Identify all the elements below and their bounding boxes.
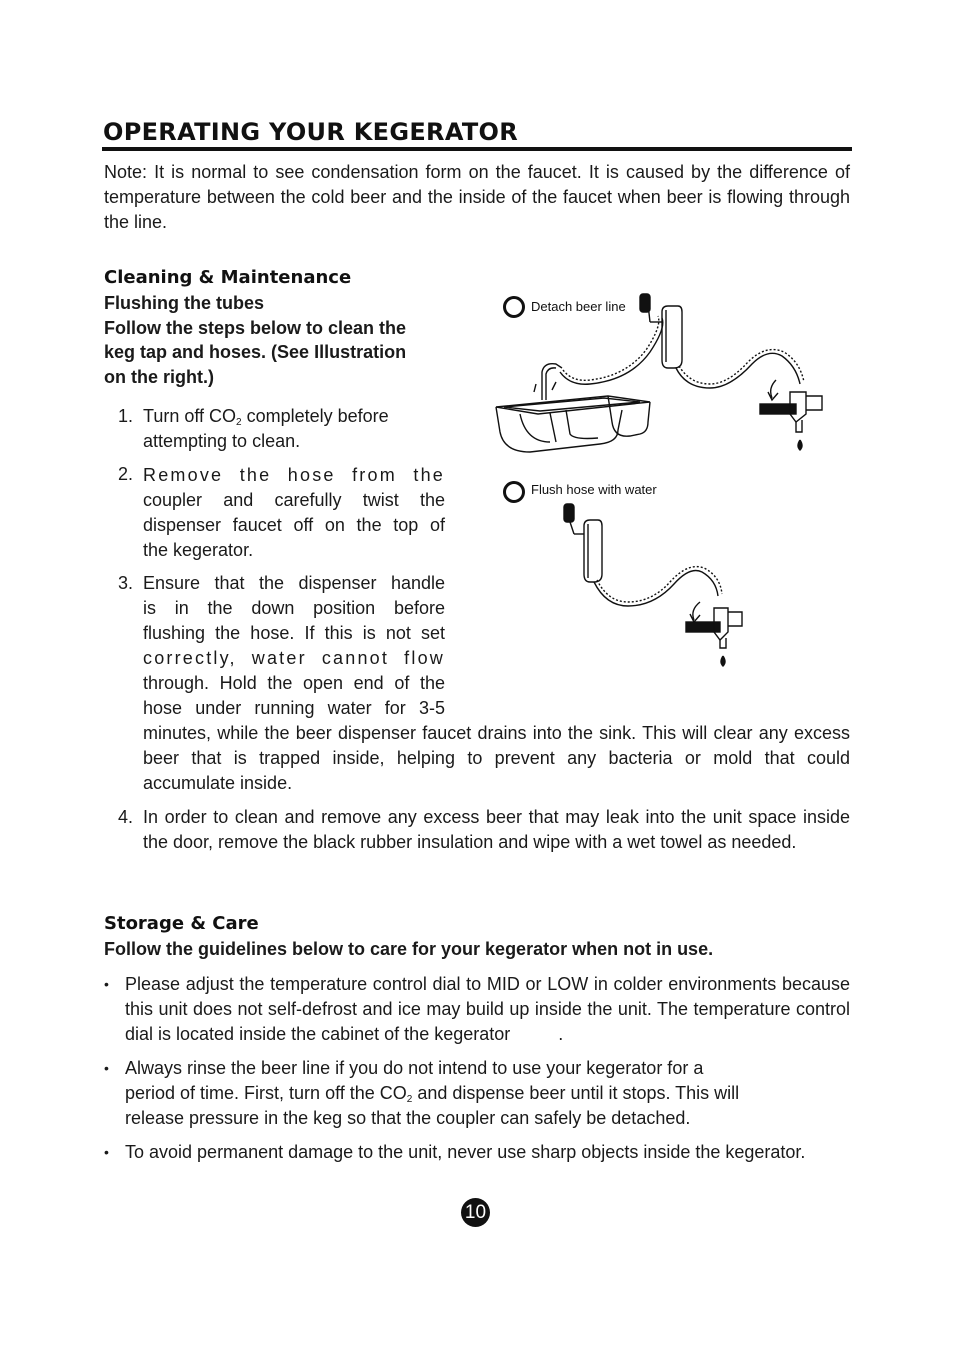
step-3-line-1: Ensure that the dispenser handle (143, 573, 445, 593)
figure-2-label: Flush hose with water (531, 482, 657, 497)
storage-heading: Storage & Care (104, 913, 259, 934)
step-2-line-1: Remove the hose from the (143, 465, 445, 485)
step-2-line-3: dispenser faucet off on the top of (143, 515, 445, 535)
step-1-line-1: Turn off $CO_2$ completely before (143, 406, 389, 428)
step-2-line-2: coupler and carefully twist the (143, 490, 445, 510)
bullet-3-text: To avoid permanent damage to the unit, never use sharp objects inside the kegerator. (125, 1142, 806, 1162)
step-3-line-2: is in the down position before (143, 598, 445, 618)
detach-beer-line-illustration (490, 292, 840, 460)
flush-hose-illustration (550, 498, 750, 670)
step-4-number: 4. (117, 807, 133, 827)
step-4-text: In order to clean and remove any excess beer that may leak into the unit space inside the door, remove the black rubber insulation and wipe with a wet towel as needed. (143, 807, 850, 852)
bullet-2-line-1: Always rinse the beer line if you do not intend to use your kegerator for a (125, 1058, 704, 1078)
cleaning-intro-line-3: on the right.) (104, 367, 214, 387)
figure-2-marker-icon (503, 481, 525, 503)
step-3-line-6: hose under running water for 3-5 (143, 698, 445, 718)
bullet-2-line-2: period of time. First, turn off the $CO_2$ and dispense beer until it stops. This will (125, 1083, 740, 1105)
bullet-2-marker: • (104, 1060, 109, 1076)
step-3-line-4: correctly, water cannot flow (143, 648, 445, 668)
flushing-subheading: Flushing the tubes (104, 293, 264, 313)
condensation-note: Note: It is normal to see condensation form on the faucet. It is caused by the difference of temperature between the cold beer and the inside of the faucet when beer is flowing through the line. (104, 162, 850, 232)
bullet-1-text: Please adjust the temperature control dial to MID or LOW in colder environments because this unit does not self-defrost and ice may build up inside the unit. The temperature control dial is located inside the cabinet of the kegerator . (125, 974, 850, 1044)
page-title: OPERATING YOUR KEGERATOR (103, 118, 519, 146)
step-3-continuation: minutes, while the beer dispenser faucet drains into the sink. This will clear any excess beer that is trapped inside, helping to prevent any bacteria or mold that could accumulate inside. (143, 723, 850, 793)
bullet-3-marker: • (104, 1144, 109, 1160)
step-2-line-4: the kegerator. (143, 540, 254, 560)
bullet-1-marker: • (104, 976, 109, 992)
bullet-2-line-3: release pressure in the keg so that the coupler can safely be detached. (125, 1108, 691, 1128)
title-underline (102, 147, 852, 151)
step-1-number: 1. (117, 406, 133, 426)
step-2-number: 2. (117, 464, 133, 484)
step-3-line-5: through. Hold the open end of the (143, 673, 445, 693)
figure-1-label: Detach beer line (531, 299, 626, 314)
page-number-badge: 10 (461, 1198, 490, 1227)
step-1-line-2: attempting to clean. (143, 431, 301, 451)
cleaning-intro-line-2: keg tap and hoses. (See Illustration (104, 342, 407, 362)
storage-intro: Follow the guidelines below to care for your kegerator when not in use. (104, 939, 714, 959)
step-3-number: 3. (117, 573, 133, 593)
cleaning-heading: Cleaning & Maintenance (104, 267, 352, 288)
step-3-line-3: flushing the hose. If this is not set (143, 623, 445, 643)
cleaning-intro-line-1: Follow the steps below to clean the (104, 318, 407, 338)
